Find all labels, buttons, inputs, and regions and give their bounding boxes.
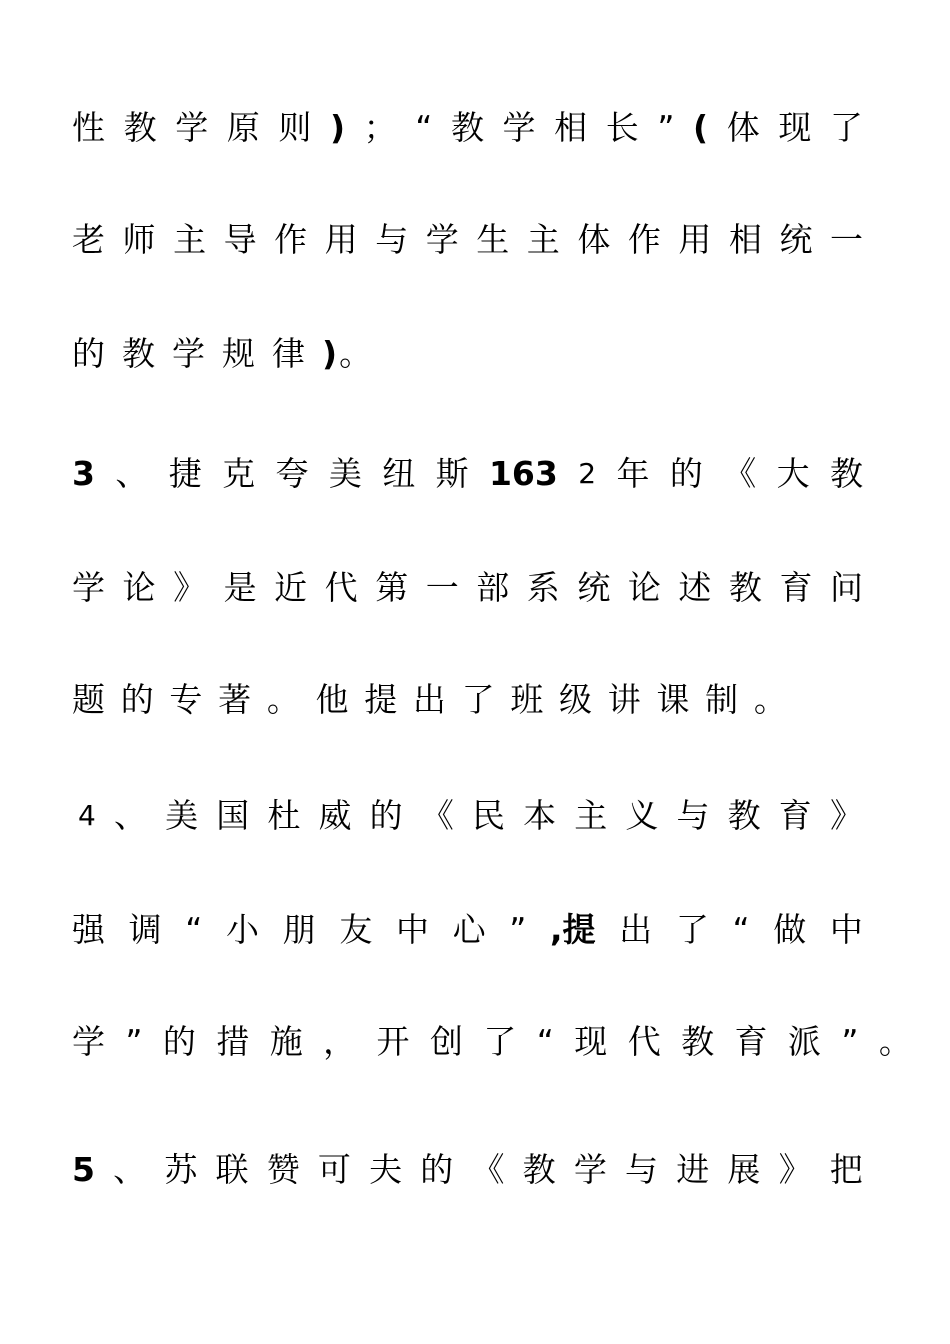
text-line-3: 的 教 学 规 律 ) 。	[72, 334, 373, 373]
text-line-9: 学 ” 的 措 施 ， 开 创 了 “ 现 代 教 育 派 ” 。	[72, 1022, 912, 1061]
text-line-5: 学 论 》 是 近 代 第 一 部 系 统 论 述 教 育 问	[72, 568, 863, 607]
text-line-10: 5 、 苏 联 赞 可 夫 的 《 教 学 与 进 展 》 把	[72, 1150, 863, 1189]
text-line-8: 强 调 “ 小 朋 友 中 心 ” ,提 出 了 “ 做 中	[72, 910, 863, 949]
text-line-2: 老 师 主 导 作 用 与 学 生 主 体 作 用 相 统 一	[72, 220, 863, 259]
text-line-6: 题 的 专 著 。 他 提 出 了 班 级 讲 课 制 。	[72, 680, 787, 719]
text-line-4: 3 、 捷 克 夸 美 纽 斯 163 2 年 的 《 大 教	[72, 454, 863, 493]
text-line-1: 性 教 学 原 则 ) ； “ 教 学 相 长 ” ( 体 现 了	[72, 108, 863, 147]
text-line-7: 4 、 美 国 杜 威 的 《 民 本 主 义 与 教 育 》	[78, 796, 863, 835]
